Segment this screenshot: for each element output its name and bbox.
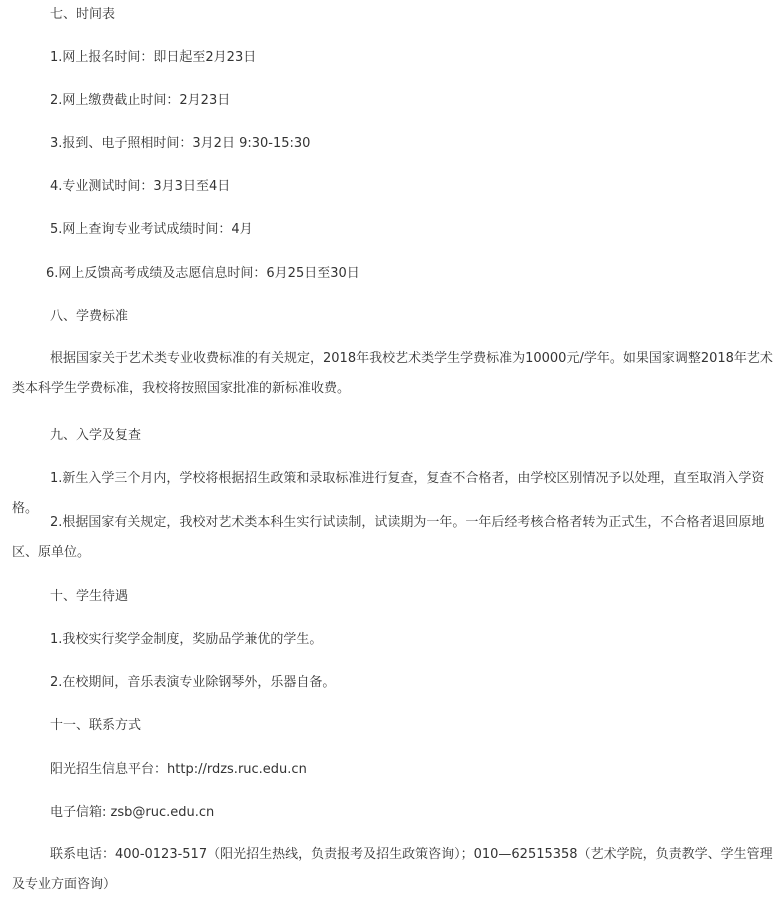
section-9-title: 九、入学及复查 (50, 428, 142, 443)
platform-line (50, 759, 307, 781)
section-11-title: 十一、联系方式 (50, 718, 142, 733)
review-item-1: 1.新生入学三个月内，学校将根据招生政策和录取标准进行复查，复查不合格者，由学校区别情况予以处理，直至取消入学资格。 (12, 471, 765, 516)
schedule-item-4: 4.专业测试时间：3月3日至4日 (50, 179, 231, 194)
benefit-item-2: 2.在校期间，音乐表演专业除钢琴外，乐器自备。 (50, 675, 336, 690)
schedule-item-2: 2.网上缴费截止时间：2月23日 (50, 93, 231, 108)
schedule-item-5: 5.网上查询专业考试成绩时间：4月 (50, 222, 253, 237)
section-10-title: 十、学生待遇 (50, 589, 129, 604)
email-link[interactable]: zsb@ruc.edu.cn (110, 805, 215, 820)
phone-paragraph: 联系电话：400-0123-517（阳光招生热线，负责报考及招生政策咨询）；010—62515358（艺术学院，负责教学、学生管理及专业方面咨询） (12, 847, 773, 892)
review-item-2: 2.根据国家有关规定，我校对艺术类本科生实行试读制，试读期为一年。一年后经考核合格者转为正式生，不合格者退回原地区、原单位。 (12, 515, 765, 560)
section-8-title: 八、学费标准 (50, 309, 129, 324)
benefit-item-1: 1.我校实行奖学金制度，奖励品学兼优的学生。 (50, 632, 323, 647)
section-7-title: 七、时间表 (50, 7, 116, 22)
schedule-item-3: 3.报到、电子照相时间：3月2日 9:30-15:30 (50, 136, 311, 151)
platform-link[interactable]: http://rdzs.ruc.edu.cn (167, 762, 307, 777)
email-line (50, 802, 214, 824)
schedule-item-6: 6.网上反馈高考成绩及志愿信息时间：6月25日至30日 (46, 266, 360, 281)
email-label: 电子信箱: (50, 805, 111, 820)
tuition-paragraph: 根据国家关于艺术类专业收费标准的有关规定，2018年我校艺术类学生学费标准为10000元/学年。如果国家调整2018年艺术类本科学生学费标准，我校将按照国家批准的新标准收费。 (12, 351, 773, 396)
schedule-item-1: 1.网上报名时间：即日起至2月23日 (50, 50, 257, 65)
platform-label: 阳光招生信息平台： (50, 762, 168, 777)
